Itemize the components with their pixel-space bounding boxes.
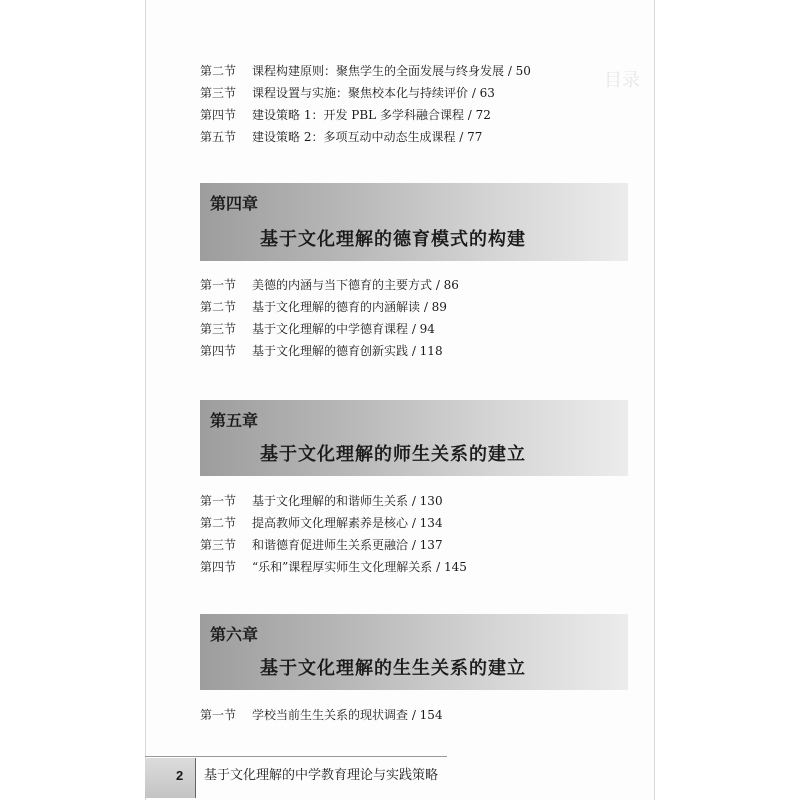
- toc-entry[interactable]: [200, 104, 531, 126]
- section-number: 第一节: [200, 278, 237, 292]
- chapter-title: 基于文化理解的德育模式的构建: [260, 229, 526, 250]
- section-number: 第一节: [200, 494, 237, 508]
- chapter-number: 第六章: [210, 625, 259, 644]
- section-number: 第二节: [200, 516, 237, 530]
- show-through-text: 目录: [604, 70, 640, 91]
- section-number: 第四节: [200, 560, 237, 574]
- footer-rule: [145, 756, 447, 757]
- section-title: 和谐德育促进师生关系更融洽 / 137: [252, 538, 443, 552]
- toc-section-list: [200, 274, 459, 362]
- section-title: “乐和”课程厚实师生文化理解关系 / 145: [252, 560, 467, 574]
- chapter-title: 基于文化理解的生生关系的建立: [260, 658, 526, 679]
- section-title: 基于文化理解的中学德育课程 / 94: [252, 322, 435, 336]
- section-title: 提高教师文化理解素养是核心 / 134: [252, 516, 443, 530]
- page-number: 2: [176, 768, 184, 783]
- toc-entry[interactable]: [200, 318, 459, 340]
- toc-entry[interactable]: [200, 60, 531, 82]
- section-title: 基于文化理解的和谐师生关系 / 130: [252, 494, 443, 508]
- toc-section-list: [200, 704, 443, 726]
- chapter-title: 基于文化理解的师生关系的建立: [260, 444, 526, 465]
- section-number: 第一节: [200, 708, 237, 722]
- toc-entry[interactable]: [200, 512, 467, 534]
- section-number: 第五节: [200, 130, 237, 144]
- section-title: 课程构建原则：聚焦学生的全面发展与终身发展 / 50: [252, 64, 531, 78]
- section-title: 学校当前生生关系的现状调查 / 154: [252, 708, 443, 722]
- chapter-heading-band[interactable]: [200, 614, 628, 690]
- section-title: 基于文化理解的德育创新实践 / 118: [252, 344, 443, 358]
- section-title: 课程设置与实施：聚焦校本化与持续评价 / 63: [252, 86, 495, 100]
- chapter-heading-band[interactable]: [200, 400, 628, 476]
- toc-entry[interactable]: [200, 340, 459, 362]
- section-title: 基于文化理解的德育的内涵解读 / 89: [252, 300, 447, 314]
- toc-section-list: [200, 490, 467, 578]
- footer-page-tab: [145, 758, 196, 798]
- section-number: 第三节: [200, 538, 237, 552]
- section-number: 第三节: [200, 322, 237, 336]
- toc-entry[interactable]: [200, 556, 467, 578]
- section-number: 第四节: [200, 108, 237, 122]
- toc-entry[interactable]: [200, 274, 459, 296]
- chapter-heading-band[interactable]: [200, 183, 628, 261]
- chapter-number: 第五章: [210, 411, 259, 430]
- toc-entry[interactable]: [200, 82, 531, 104]
- section-number: 第二节: [200, 64, 237, 78]
- section-number: 第三节: [200, 86, 237, 100]
- section-number: 第四节: [200, 344, 237, 358]
- toc-entry[interactable]: [200, 534, 467, 556]
- section-title: 建设策略 2：多项互动中动态生成课程 / 77: [252, 130, 483, 144]
- toc-section-list-top: [200, 60, 531, 148]
- toc-entry[interactable]: [200, 490, 467, 512]
- toc-entry[interactable]: [200, 296, 459, 318]
- chapter-number: 第四章: [210, 194, 259, 213]
- section-title: 建设策略 1：开发 PBL 多学科融合课程 / 72: [252, 108, 491, 122]
- section-number: 第二节: [200, 300, 237, 314]
- running-footer-title: 基于文化理解的中学教育理论与实践策略: [204, 768, 439, 783]
- section-title: 美德的内涵与当下德育的主要方式 / 86: [252, 278, 459, 292]
- toc-entry[interactable]: [200, 126, 531, 148]
- toc-entry[interactable]: [200, 704, 443, 726]
